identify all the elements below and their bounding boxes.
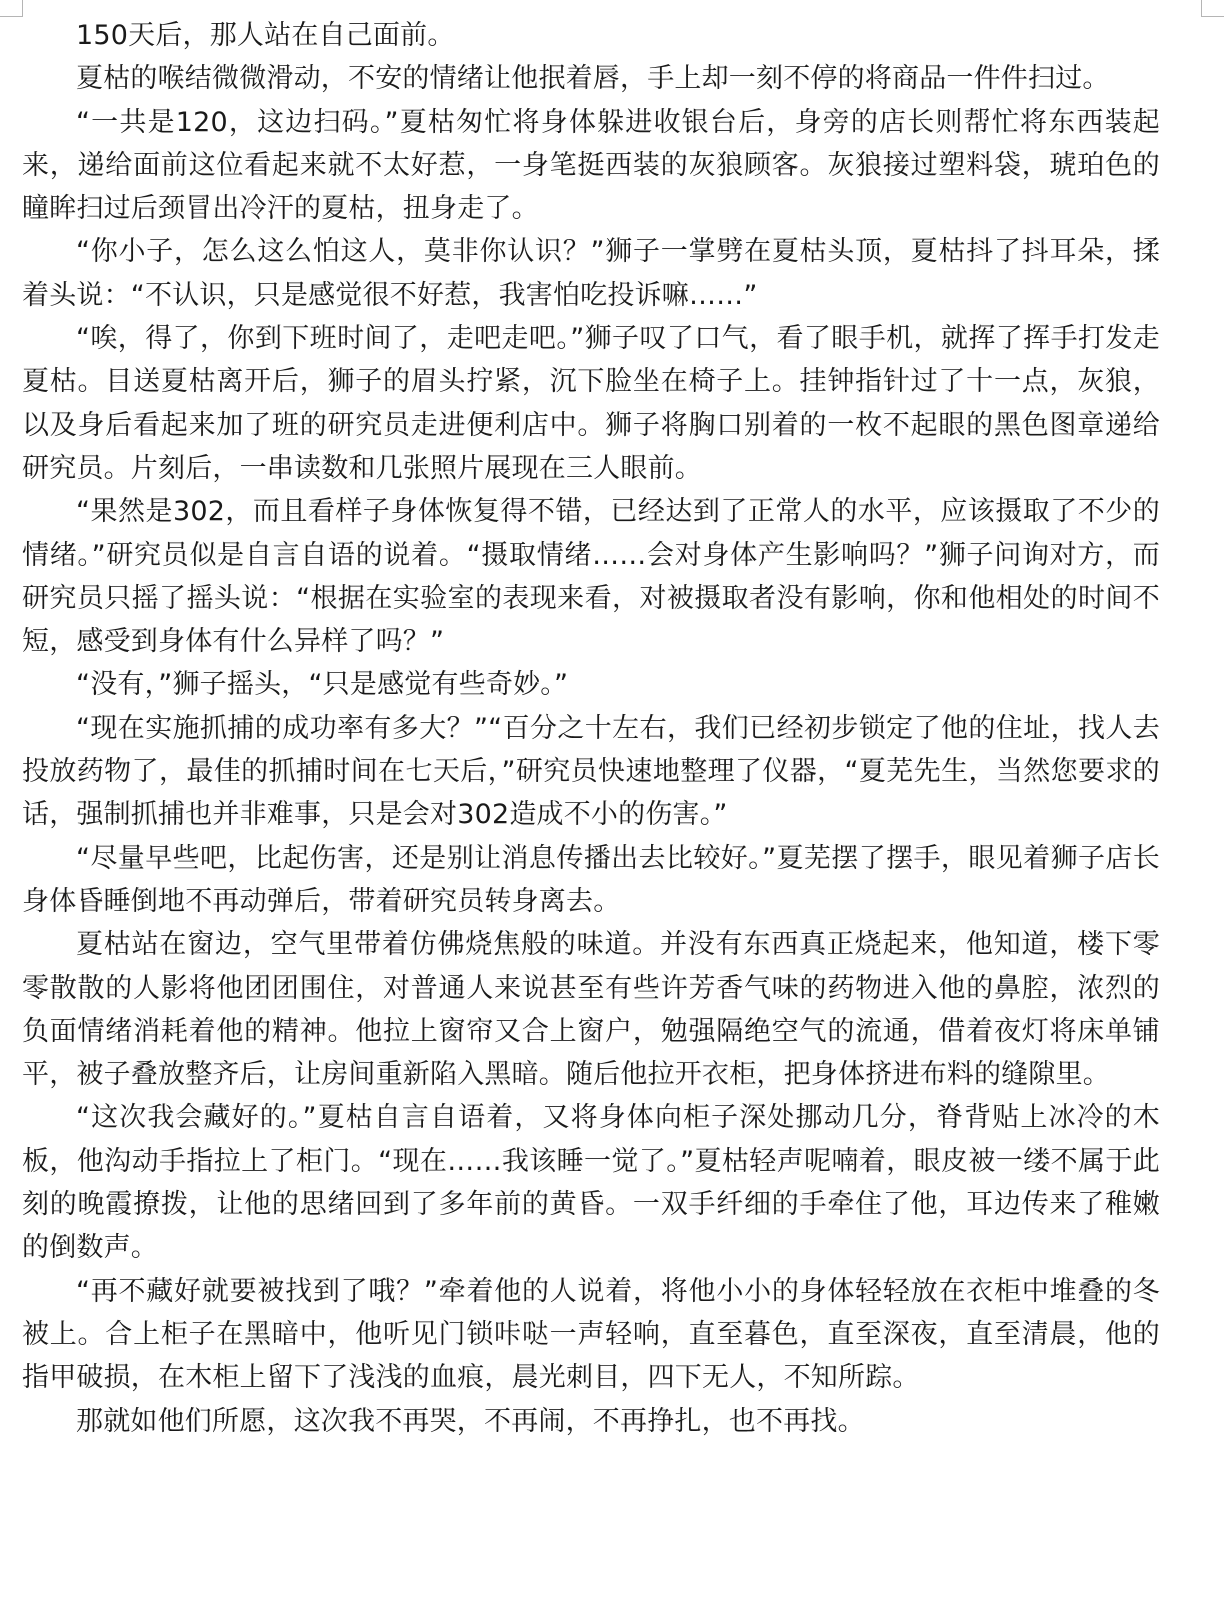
paragraph: “果然是302，而且看样子身体恢复得不错，已经达到了正常人的水平，应该摄取了不少的情绪。”研究员似是自言自语的说着。“摄取情绪……会对身体产生影响吗？”狮子问询对方，而研究员只摇了摇头说：“根据在实验室的表现来看，对被摄取者没有影响，你和他相处的时间不短，感受到身体有什么异样了吗？”: [22, 496, 1160, 658]
paragraph: “现在实施抓捕的成功率有多大？”“百分之十左右，我们已经初步锁定了他的住址，找人去投放药物了，最佳的抓捕时间在七天后，”研究员快速地整理了仪器，“夏芜先生，当然您要求的话，强制抓捕也并非难事，只是会对302造成不小的伤害。”: [22, 712, 1160, 831]
page-corner-mark-right: [1201, 0, 1224, 17]
paragraph: “再不藏好就要被找到了哦？”牵着他的人说着，将他小小的身体轻轻放在衣柜中堆叠的冬被上。合上柜子在黑暗中，他听见门锁咔哒一声轻响，直至暮色，直至深夜，直至清晨，他的指甲破损，在木柜上留下了浅浅的血痕，晨光刺目，四下无人，不知所踪。: [22, 1275, 1160, 1394]
paragraph: “你小子，怎么这么怕这人，莫非你认识？”狮子一掌劈在夏枯头顶，夏枯抖了抖耳朵，揉着头说：“不认识，只是感觉很不好惹，我害怕吃投诉嘛……”: [22, 236, 1160, 311]
paragraph: “这次我会藏好的。”夏枯自言自语着，又将身体向柜子深处挪动几分，脊背贴上冰冷的木板，他沟动手指拉上了柜门。“现在……我该睡一觉了。”夏枯轻声呢喃着，眼皮被一缕不属于此刻的晚霞撩拨，让他的思绪回到了多年前的黄昏。一双手纤细的手牵住了他，耳边传来了稚嫩的倒数声。: [22, 1102, 1160, 1264]
paragraph: 夏枯站在窗边，空气里带着仿佛烧焦般的味道。并没有东西真正烧起来，他知道，楼下零零散散的人影将他团团围住，对普通人来说甚至有些许芳香气味的药物进入他的鼻腔，浓烈的负面情绪消耗着他的精神。他拉上窗帘又合上窗户，勉强隔绝空气的流通，借着夜灯将床单铺平，被子叠放整齐后，让房间重新陷入黑暗。随后他拉开衣柜，把身体挤进布料的缝隙里。: [22, 929, 1160, 1091]
paragraph: “没有，”狮子摇头，“只是感觉有些奇妙。”: [76, 669, 569, 701]
paragraph: “尽量早些吧，比起伤害，还是别让消息传播出去比较好。”夏芜摆了摆手，眼见着狮子店长身体昏睡倒地不再动弹后，带着研究员转身离去。: [22, 842, 1160, 917]
paragraph: 150天后，那人站在自己面前。: [76, 20, 455, 51]
paragraph: “一共是120，这边扫码。”夏枯匆忙将身体躲进收银台后，身旁的店长则帮忙将东西装起来，递给面前这位看起来就不太好惹，一身笔挺西装的灰狼顾客。灰狼接过塑料袋，琥珀色的瞳眸扫过后颈冒出冷汗的夏枯，扭身走了。: [22, 106, 1160, 225]
page-corner-mark-left: [0, 0, 23, 17]
paragraph: 夏枯的喉结微微滑动，不安的情绪让他抿着唇，手上却一刻不停的将商品一件件扫过。: [76, 63, 1110, 95]
paragraph: “唉，得了，你到下班时间了，走吧走吧。”狮子叹了口气，看了眼手机，就挥了挥手打发走夏枯。目送夏枯离开后，狮子的眉头拧紧，沉下脸坐在椅子上。挂钟指针过了十一点，灰狼，以及身后看起来加了班的研究员走进便利店中。狮子将胸口别着的一枚不起眼的黑色图章递给研究员。片刻后，一串读数和几张照片展现在三人眼前。: [22, 323, 1160, 484]
paragraph: 那就如他们所愿，这次我不再哭，不再闹，不再挣扎，也不再找。: [76, 1405, 865, 1437]
document-body: [22, 14, 1160, 1443]
